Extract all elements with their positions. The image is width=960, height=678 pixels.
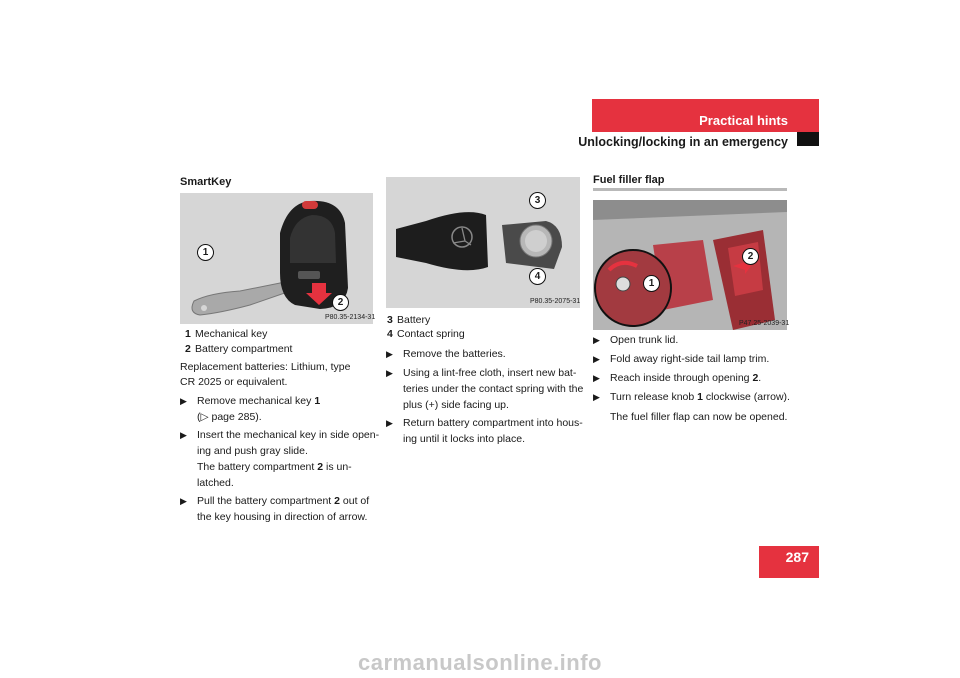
callout-1: 1 bbox=[197, 244, 214, 261]
bullet-arrow-icon: ▶ bbox=[386, 418, 393, 428]
legend-number: 1 bbox=[185, 328, 191, 340]
legend-number: 3 bbox=[387, 314, 393, 326]
paragraph: Replacement batteries: Lithium, type bbox=[180, 361, 351, 373]
page-number: 287 bbox=[785, 549, 809, 565]
fuel-flap-figure bbox=[593, 200, 790, 330]
bullet-arrow-icon: ▶ bbox=[593, 335, 600, 345]
bullet-item: ▶ Reach inside through opening 2. bbox=[593, 372, 762, 384]
legend-number: 4 bbox=[387, 328, 393, 340]
bullet-arrow-icon: ▶ bbox=[180, 496, 187, 506]
bullet-item: ▶ Return battery compartment into hous- ing until it locks into place. bbox=[386, 417, 583, 445]
callout-2: 2 bbox=[742, 248, 759, 265]
heading-rule bbox=[593, 188, 787, 191]
bullet-arrow-icon: ▶ bbox=[593, 392, 600, 402]
key-battery-illustration bbox=[386, 177, 580, 308]
bullet-arrow-icon: ▶ bbox=[593, 354, 600, 364]
figure-code: P80.35-2134-31 bbox=[325, 314, 376, 321]
bullet-item: ▶ Remove mechanical key 1 (▷ page 285). bbox=[180, 395, 321, 423]
page-subtitle: Unlocking/locking in an emergency bbox=[578, 135, 788, 149]
bullet-arrow-icon: ▶ bbox=[180, 396, 187, 406]
battery-figure bbox=[386, 177, 580, 308]
figure-code: P80.35-2075-31 bbox=[530, 298, 581, 305]
header-black-tab bbox=[797, 132, 819, 146]
legend-label: Battery compartment bbox=[195, 343, 293, 355]
bullet-item: ▶ Open trunk lid. bbox=[593, 334, 679, 346]
bullet-arrow-icon: ▶ bbox=[386, 349, 393, 359]
legend-item bbox=[185, 341, 292, 358]
legend-label: Mechanical key bbox=[195, 328, 268, 340]
trunk-illustration bbox=[593, 200, 790, 330]
legend-label: Contact spring bbox=[397, 328, 465, 340]
section-title: Practical hints bbox=[699, 113, 788, 128]
bullet-item: ▶ Turn release knob 1 clockwise (arrow). bbox=[593, 391, 790, 403]
legend-number: 2 bbox=[185, 343, 191, 355]
bullet-item: ▶ Pull the battery compartment 2 out of the key housing in direction of arrow. bbox=[180, 495, 370, 523]
result-text: The battery compartment 2 is un- latched. bbox=[197, 461, 352, 489]
bullet-item: ▶ Remove the batteries. bbox=[386, 348, 506, 360]
bullet-arrow-icon: ▶ bbox=[180, 430, 187, 440]
bullet-item: ▶ Using a lint-free cloth, insert new bat- teries under the contact spring with the plus (+) side facing up. bbox=[386, 367, 584, 411]
bullet-item: ▶ Insert the mechanical key in side open- ing and push gray slide. bbox=[180, 429, 380, 457]
callout-3: 3 bbox=[529, 192, 546, 209]
fuel-flap-heading: Fuel filler flap bbox=[593, 174, 665, 186]
callout-4: 4 bbox=[529, 268, 546, 285]
bullet-arrow-icon: ▶ bbox=[593, 373, 600, 383]
figure-code: P47.25-2039-31 bbox=[739, 320, 790, 327]
result-text: The fuel filler flap can now be opened. bbox=[610, 411, 788, 423]
paragraph: CR 2025 or equivalent. bbox=[180, 376, 288, 388]
callout-2: 2 bbox=[332, 294, 349, 311]
smartkey-heading: SmartKey bbox=[180, 176, 232, 188]
bullet-item: ▶ Fold away right-side tail lamp trim. bbox=[593, 353, 770, 365]
watermark[interactable]: carmanualsonline.info bbox=[358, 650, 602, 675]
bullet-arrow-icon: ▶ bbox=[386, 368, 393, 378]
callout-1: 1 bbox=[643, 275, 660, 292]
legend-item bbox=[387, 326, 465, 343]
legend-label: Battery bbox=[397, 314, 431, 326]
